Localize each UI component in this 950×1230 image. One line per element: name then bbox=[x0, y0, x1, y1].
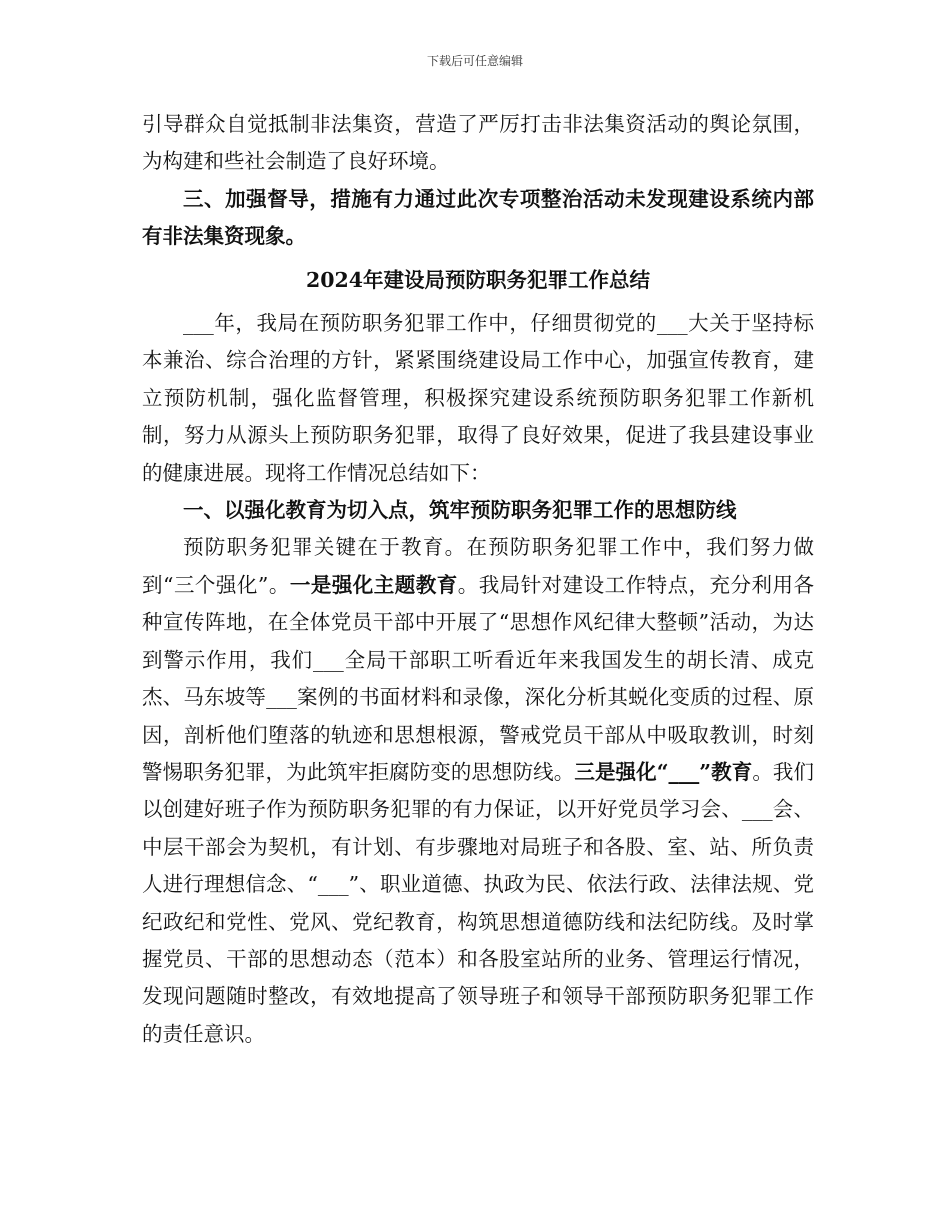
paragraph-1: 引导群众自觉抵制非法集资，营造了严厉打击非法集资活动的舆论氛围，为构建和些社会制造了良好环境。 bbox=[142, 112, 814, 174]
intro-paragraph: ___年，我局在预防职务犯罪工作中，仔细贯彻党的___大关于坚持标本兼治、综合治理的方针，紧紧围绕建设局工作中心，加强宣传教育，建立预防机制，强化监督管理，积极探究建设系统预防职务犯罪工作新机制，努力从源头上预防职务犯罪，取得了良好效果，促进了我县建设事业的健康进展。现将工作情况总结如下： bbox=[142, 311, 814, 485]
emphasis-third-education: 三是强化“___”教育 bbox=[574, 759, 753, 784]
education-text-e: 。我们以创建好班子作为预防职务犯罪的有力保证，以开好党员学习会、___会、中层干部会为契机，有计划、有步骤地对局班子和各股、室、站、所负责人进行理想信念、“___”、职业道德、执政为民、依法行政、法律法规、党纪政纪和党性、党风、党纪教育，构筑思想道德防线和法纪防线。及时掌握党员、干部的思想动态（范本）和各股室站所的业务、管理运行情况，发现问题随时整改，有效地提高了领导班子和领导干部预防职务犯罪工作的责任意识。 bbox=[142, 759, 814, 1046]
section-heading-3: 三、加强督导，措施有力通过此次专项整治活动未发现建设系统内部有非法集资现象。 bbox=[142, 186, 814, 249]
education-text-a: 预防职务犯罪关键在于教育。在预防职务犯罪工作中，我们努力做到“三个强化”。 bbox=[142, 535, 814, 597]
education-paragraph bbox=[142, 529, 814, 1053]
document-title: 2024年建设局预防职务犯罪工作总结 bbox=[305, 267, 651, 292]
document-body bbox=[142, 106, 814, 1053]
section-heading-1: 一、以强化教育为切入点，筑牢预防职务犯罪工作的思想防线 bbox=[183, 498, 737, 523]
education-text-c: 。我局针对建设工作特点，充分利用各种宣传阵地，在全体党员干部中开展了“思想作风纪律大整顿”活动，为达到警示作用，我们___全局干部职工听看近年来我国发生的胡长清、成克杰、马东坡等___案例的书面材料和录像，深化分析其蜕化变质的过程、原因，剖析他们堕落的轨迹和思想根源，警戒党员干部从中吸取教训，时刻警惕职务犯罪，为此筑牢拒腐防变的思想防线。 bbox=[142, 572, 814, 784]
emphasis-theme-education: 一是强化主题教育 bbox=[289, 572, 458, 597]
page-header: 下载后可任意编辑 bbox=[426, 54, 523, 68]
